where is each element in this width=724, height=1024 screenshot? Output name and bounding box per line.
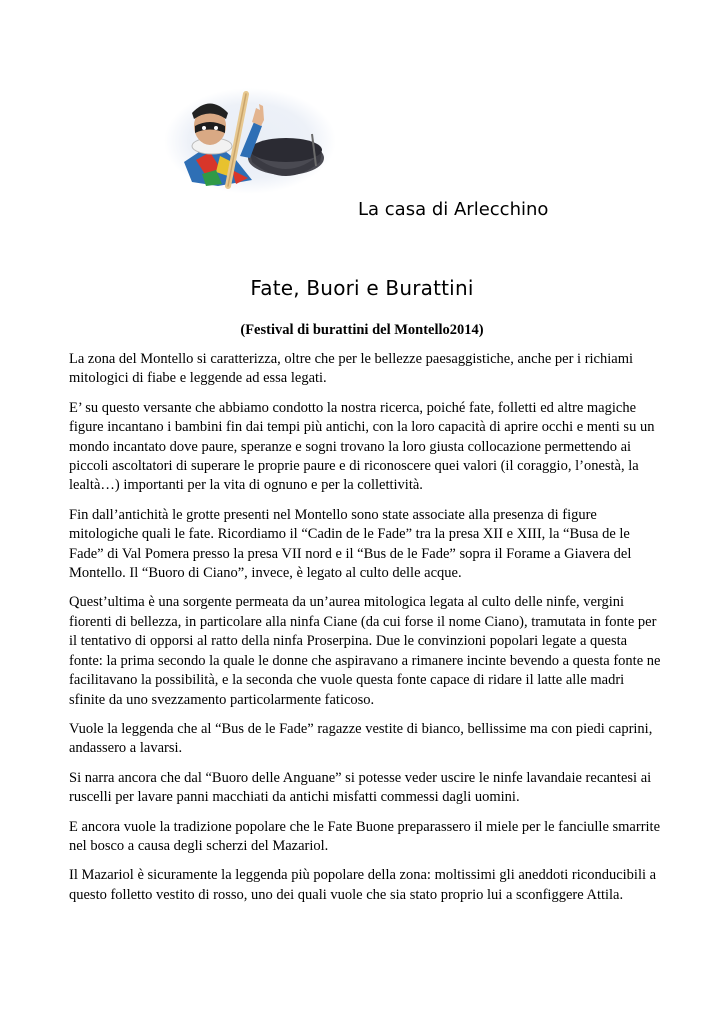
paragraph: Vuole la leggenda che al “Bus de le Fade” ragazze vestite di bianco, bellissime ma con piedi caprini, andassero a lavarsi.	[69, 720, 653, 757]
paragraph: La zona del Montello si caratterizza, oltre che per le bellezze paesaggistiche, anche per i richiami mitologici di fiabe e leggende ad essa legati.	[69, 351, 634, 387]
page-title: Fate, Buori e Burattini	[250, 276, 474, 300]
paragraph: Si narra ancora che dal “Buoro delle Anguane” si potesse veder uscire le ninfe lavandaie recantesi ai ruscelli per lavare panni macchiati da antichi misfatti commessi dagli uomini.	[69, 769, 652, 806]
arlecchino-puppet-icon	[162, 86, 338, 196]
article-body	[69, 350, 661, 915]
paragraph: E’ su questo versante che abbiamo condotto la nostra ricerca, poiché fate, folletti ed altre magiche figure incantano i bambini fin dai tempi più antichi, con la loro capacità di aprire occhi e menti su un mondo incantato dove paure, speranze e sogni trovano la loro giusta collocazione permettendo ai piccoli ascoltatori di superare le proprie paure e di riconoscere quei valori (il coraggio, l’onestà, la lealtà…) importanti per la vita di ognuno e per la collettività.	[69, 399, 655, 494]
paragraph: Il Mazariol è sicuramente la leggenda più popolare della zona: moltissimi gli aneddoti riconducibili a questo folletto vestito di rosso, uno dei quali vuole che sia stato proprio lui a sconfiggere Attila.	[69, 867, 657, 903]
org-name: La casa di Arlecchino	[358, 199, 549, 220]
paragraph: E ancora vuole la tradizione popolare che le Fate Buone preparassero il miele per le fanciulle smarrite nel bosco a causa degli scherzi del Mazariol.	[69, 818, 661, 854]
paragraph: Quest’ultima è una sorgente permeata da un’aurea mitologica legata al culto delle ninfe, vergini fiorenti di bellezza, in particolare alla ninfa Ciane (da cui forse il nome Ciano), tramutata in fonte per il tentativo di opporsi al ratto della ninfa Proserpina. Due le convinzioni popolari legate a questa fonte: la prima secondo la quale le donne che aspiravano a rimanere incinte bevendo a questa fonte ne facilitavano la possibilità, e la seconda che vuole questa fonte capace di ridare il latte alle madri sfinite da uno svezzamento particolarmente faticoso.	[69, 594, 661, 708]
paragraph: Fin dall’antichità le grotte presenti nel Montello sono state associate alla presenza di figure mitologiche quali le fate. Ricordiamo il “Cadin de le Fade” tra la presa XII e XIII, la “Busa de le Fade” di Val Pomera presso la presa VII nord e il “Bus de le Fade” sopra il Forame a Giavera del Montello. Il “Buoro di Ciano”, invece, è legato al culto delle acque.	[69, 506, 632, 582]
page-subtitle: (Festival di burattini del Montello2014)	[240, 322, 484, 338]
